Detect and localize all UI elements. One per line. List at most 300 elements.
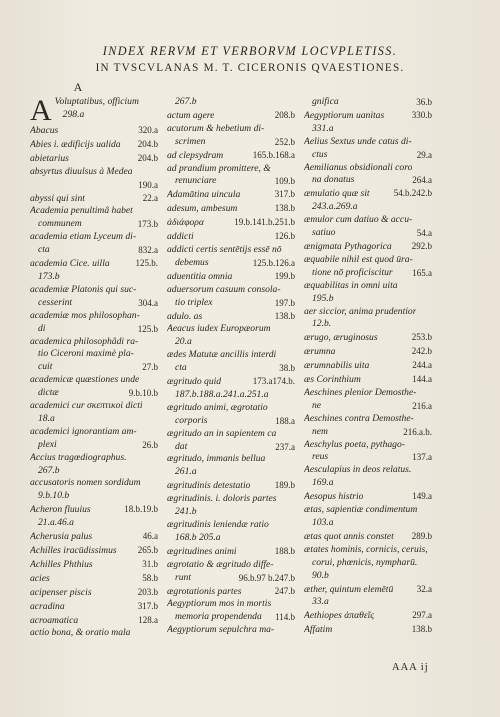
- page-ref: 199.b: [274, 270, 295, 281]
- entry-term: ænigmata Pythagorica: [304, 240, 392, 252]
- entry-term: ad clepsydram: [167, 149, 224, 161]
- index-entry: [30, 231, 158, 244]
- page-ref: 216.a.b.: [403, 426, 432, 437]
- index-entry: [304, 544, 432, 557]
- entry-term: di: [38, 322, 46, 334]
- entry-term: ægritudo an in sapientem ca: [167, 427, 277, 439]
- index-entry: [304, 318, 432, 331]
- page-ref: 264.a: [412, 175, 432, 186]
- entry-term: actum agere: [167, 109, 215, 121]
- index-entry: [167, 216, 295, 230]
- page-ref: 54.a: [416, 228, 432, 239]
- entry-term: tione nō proficiscitur: [312, 266, 393, 278]
- page-ref: 317.b: [274, 189, 295, 200]
- entry-term: academici ignorantiam am-: [30, 425, 137, 437]
- index-entry: [30, 400, 158, 413]
- index-entry: [304, 187, 432, 201]
- index-entry: [30, 284, 158, 297]
- entry-term: Adamātina uincula: [167, 189, 241, 201]
- index-entry: [167, 479, 295, 493]
- page-ref: 18.b.19.b: [124, 504, 158, 515]
- entry-term: scrimen: [175, 135, 206, 147]
- index-entry: [30, 124, 158, 138]
- index-entry: [167, 441, 295, 454]
- entry-term: ægritudines animi: [167, 545, 237, 557]
- index-entry: [167, 188, 295, 202]
- entry-term: Achilles iracūdissimus: [30, 545, 117, 556]
- index-entry: [167, 545, 295, 559]
- index-entry: [304, 596, 432, 609]
- page-ref: 38.b: [279, 363, 295, 374]
- index-entry: [30, 323, 158, 336]
- index-entry: [167, 284, 295, 297]
- page-ref: 173.b: [137, 219, 158, 230]
- page-ref: 330.b: [411, 109, 432, 120]
- index-entry: [304, 359, 432, 373]
- entry-term: ægritudinis. i. doloris partes: [167, 493, 277, 505]
- entry-term: academia Cice. uilla: [30, 258, 110, 270]
- index-entry: [167, 402, 295, 415]
- index-entry: [304, 400, 432, 413]
- index-entry: [304, 426, 432, 439]
- entry-term: Abies i. ædificijs ualida: [30, 138, 121, 150]
- index-entry: [30, 413, 158, 426]
- entry-term: addicti: [167, 231, 194, 243]
- index-entry: [167, 257, 295, 270]
- entry-term: Aeschines plenior Demosthe-: [304, 386, 417, 398]
- index-entry: [30, 544, 158, 558]
- index-entry: [30, 138, 158, 152]
- index-entry: [167, 336, 295, 349]
- entry-term: aduersorum casuum consola-: [167, 283, 281, 295]
- page-ref: 317.b: [137, 600, 158, 611]
- page-ref: 137.a: [412, 452, 432, 463]
- entry-term: 33.a: [312, 596, 329, 608]
- index-entry: [30, 627, 158, 640]
- entry-term: 90.b: [312, 569, 329, 581]
- entry-term: ad prandium promittere, &: [167, 162, 271, 174]
- page-ref: 138.b: [274, 310, 295, 321]
- page-ref: 29.a: [416, 149, 432, 160]
- index-entry: [304, 504, 432, 517]
- page-ref: 204.b: [137, 138, 158, 149]
- page-ref: 292.b: [411, 240, 432, 251]
- entry-term: Acherusia palus: [30, 531, 93, 543]
- index-entry: [30, 586, 158, 600]
- entry-term: dictæ: [38, 387, 59, 399]
- page-ref: 54.b.242.b: [393, 188, 432, 199]
- entry-term: ætas, sapientiæ condimentum: [304, 504, 418, 516]
- index-entry: [304, 174, 432, 187]
- running-header-subtitle: IN TVSCVLANAS M. T. CICERONIS QVAESTIONES.: [95, 62, 405, 74]
- index-entry: [30, 572, 158, 586]
- index-entry: [167, 611, 295, 624]
- index-entry: [30, 439, 158, 452]
- entry-term: ærugo, æruginosus: [304, 332, 378, 344]
- page-ref: 297.a: [412, 610, 432, 621]
- entry-term: 241.b: [175, 506, 197, 518]
- entry-term: ægritudinis leniendæ ratio: [167, 519, 269, 530]
- entry-term: 243.a.269.a: [312, 201, 358, 213]
- index-entry: [30, 152, 158, 166]
- index-entry: [304, 162, 432, 175]
- index-entry: [30, 374, 158, 387]
- page-ref: 128.a: [138, 614, 158, 625]
- index-entry: [30, 530, 158, 544]
- entry-term: aduentitia omnia: [167, 270, 233, 282]
- index-entry: [304, 609, 432, 623]
- page-ref: 237.a: [275, 441, 295, 452]
- entry-term: communem: [38, 218, 82, 230]
- index-entry: [167, 230, 295, 244]
- entry-term: reus: [312, 451, 329, 463]
- entry-term: acipenser piscis: [30, 586, 92, 598]
- entry-term: dat: [175, 440, 188, 452]
- first-entry-page: [55, 109, 158, 122]
- entry-term: academica philosophâdi ra-: [30, 335, 139, 347]
- index-entry: [167, 506, 295, 519]
- entry-term: 21.a.46.a: [38, 517, 74, 529]
- entry-term: ἀδιάφορα: [167, 217, 204, 229]
- entry-term: cta: [38, 244, 50, 256]
- page-ref: 46.a: [142, 531, 158, 542]
- index-entry: [167, 559, 295, 572]
- entry-term: 195.b: [312, 292, 334, 304]
- index-entry: [167, 297, 295, 310]
- index-entry: [304, 530, 432, 544]
- index-entry: [167, 519, 295, 532]
- page-ref: 832.a: [138, 245, 158, 256]
- entry-term: æmulor cum datiuo & accu-: [304, 214, 413, 226]
- running-header-title: INDEX RERVM ET VERBORVM LOCVPLETISS.: [102, 44, 398, 58]
- index-entry: [167, 349, 295, 362]
- entry-term: ægritudo animi, ægrotatio: [167, 401, 268, 413]
- entry-term: Aeschylus poeta, pythago-: [304, 438, 405, 450]
- entry-term: cesserint: [38, 296, 73, 308]
- entry-term: 261.a: [175, 466, 197, 478]
- page-ref: 58.b: [142, 572, 158, 583]
- page-ref: 27.b: [142, 362, 158, 373]
- index-entry: [30, 361, 158, 374]
- index-entry: [30, 614, 158, 628]
- index-entry: [304, 240, 432, 254]
- index-entry: [30, 490, 158, 503]
- entry-term: æmulatio quæ sit: [304, 188, 370, 200]
- entry-term: runt: [175, 571, 191, 583]
- index-entry: [30, 271, 158, 284]
- entry-term: Aegyptiorum mos in mortis: [167, 598, 272, 610]
- index-entry: [304, 254, 432, 267]
- entry-term: æquabile nihil est quod ūra-: [304, 253, 413, 265]
- index-entry: [304, 214, 432, 227]
- index-entry: [167, 453, 295, 466]
- entry-term: academiæ Platonis qui suc-: [30, 283, 137, 295]
- entry-term: corui, phœnicis, nympharū.: [312, 556, 418, 568]
- index-entry: [167, 109, 295, 123]
- entry-term: ne: [312, 399, 322, 411]
- entry-term: academicæ quæstiones unde: [30, 374, 140, 386]
- index-entry: [167, 244, 295, 257]
- index-entry: [30, 205, 158, 218]
- index-entry: [304, 557, 432, 570]
- entry-term: Aeschines contra Demosthe-: [304, 412, 414, 424]
- index-entry: [167, 532, 295, 545]
- page-ref: 265.b: [137, 545, 158, 555]
- index-entry: [304, 267, 432, 280]
- entry-term: 267.b: [175, 96, 197, 107]
- page-ref: 216.a: [412, 400, 432, 411]
- entry-term: Accius tragœdiographus.: [30, 451, 127, 463]
- entry-term: absyrtus diuulsus à Medea: [30, 165, 133, 177]
- index-entry: [167, 389, 295, 402]
- index-entry: [304, 201, 432, 214]
- page-ref: 9.b.10.b: [128, 388, 158, 399]
- entry-term: na donatus: [312, 174, 355, 186]
- page-ref: 32.a: [416, 583, 432, 594]
- entry-term: ctus: [312, 148, 328, 160]
- entry-term: ægritudo, immanis bellua: [167, 453, 266, 465]
- index-entry: [167, 428, 295, 441]
- entry-term: Affatim: [304, 624, 333, 636]
- entry-term: æther, quintum elemētū: [304, 583, 394, 595]
- index-entry: [304, 490, 432, 504]
- page-ref: 19.b.141.b.251.b: [234, 217, 295, 228]
- index-entry: [30, 192, 158, 206]
- index-entry: [304, 331, 432, 345]
- entry-term: debemus: [175, 256, 209, 268]
- entry-term: 103.a: [312, 517, 334, 528]
- index-entry: [167, 175, 295, 188]
- index-entry: [167, 123, 295, 136]
- entry-term: abietarius: [30, 152, 69, 164]
- entry-term: cuit: [38, 361, 53, 373]
- entry-term: aer siccior, anima prudentior: [304, 305, 417, 317]
- entry-term: adesum, ambesum: [167, 203, 238, 215]
- page-ref: 197.b: [274, 297, 295, 308]
- index-entry: [304, 227, 432, 240]
- entry-term: 169.a: [312, 477, 334, 489]
- page-ref: 252.b: [274, 136, 295, 147]
- entry-term: accusatoris nomen sordidum: [30, 477, 141, 489]
- entry-term: Aethiopes ἀπαθεῖς: [304, 610, 375, 622]
- entry-term: ægrotationis partes: [167, 585, 242, 597]
- page-ref: 138.b: [274, 203, 295, 214]
- entry-term: 9.b.10.b: [38, 490, 70, 502]
- page-ref: 189.b: [274, 480, 295, 491]
- index-entry: [304, 517, 432, 530]
- entry-term: Aesopus histrio: [304, 491, 364, 503]
- index-entry: [30, 166, 158, 179]
- index-entry: [30, 426, 158, 439]
- page-ref: 144.a: [412, 374, 432, 385]
- index-entry: [167, 202, 295, 216]
- index-entry: [30, 600, 158, 614]
- page-ref: 125.b.126.a: [252, 257, 295, 268]
- entry-term: abyssi qui sint: [30, 192, 85, 204]
- page-ref: 188.b: [274, 545, 295, 556]
- page-ref: 109.b: [274, 176, 295, 187]
- entry-term: renunciare: [175, 175, 217, 187]
- index-entry: [304, 451, 432, 464]
- index-entry: [304, 293, 432, 306]
- index-entry: [30, 310, 158, 323]
- entry-term: ætas quot annis constet: [304, 530, 394, 542]
- page-ref: 320.a: [138, 125, 158, 135]
- entry-term: corporis: [175, 414, 208, 426]
- entry-term: ærumna: [304, 346, 336, 358]
- entry-term: Aeacus iudex Europæorum: [167, 323, 271, 335]
- index-entry: [167, 585, 295, 599]
- index-column-3: [304, 96, 432, 637]
- index-entry: [167, 96, 295, 109]
- entry-term: Acheron fluuius: [30, 504, 91, 516]
- entry-term: 12.b.: [312, 318, 332, 330]
- page-ref: 22.a: [142, 192, 158, 203]
- entry-term: Aegyptiorum sepulchra ma-: [167, 624, 275, 636]
- index-entry: [167, 362, 295, 375]
- entry-term: 168.b 205.a: [175, 531, 221, 543]
- page-ref: 96.b.97 b.247.b: [238, 572, 295, 583]
- index-entry: [167, 149, 295, 163]
- entry-term: tio triplex: [175, 296, 213, 308]
- entry-term: 267.b: [38, 464, 60, 476]
- page-ref: 26.b: [142, 439, 158, 450]
- entry-term: ægrotatio & ægritudo diffe-: [167, 558, 274, 570]
- index-entry: [304, 306, 432, 319]
- entry-term: Achilles Phthius: [30, 558, 93, 570]
- page-ref: 126.b: [274, 231, 295, 242]
- page-ref: 31.b: [142, 558, 158, 569]
- index-entry: [30, 517, 158, 530]
- entry-term: nem: [312, 425, 328, 437]
- entry-term: æquabilitas in omni uita: [304, 279, 398, 291]
- page-ref: 165.b.168.a: [252, 149, 295, 160]
- index-entry: [30, 179, 158, 192]
- page-ref: 149.a: [412, 491, 432, 502]
- entry-term: ætates hominis, cornicis, ceruis,: [304, 543, 428, 555]
- page-ref: 173.a174.b.: [252, 376, 295, 387]
- page-ref: 190.a: [138, 179, 158, 190]
- index-entry: [167, 323, 295, 336]
- index-entry: [30, 297, 158, 310]
- index-entry: [30, 558, 158, 572]
- index-entry: [304, 477, 432, 490]
- index-column-2: [167, 96, 295, 637]
- index-entry: [304, 96, 432, 109]
- index-entry: [167, 598, 295, 611]
- index-entry: [167, 310, 295, 324]
- drop-capital: A: [30, 96, 52, 124]
- index-entry: [304, 570, 432, 583]
- index-entry: [304, 345, 432, 359]
- entry-term: acroamatica: [30, 614, 79, 626]
- page-ref: 289.b: [411, 530, 432, 541]
- entry-term: Aegyptiorum uanitas: [304, 109, 385, 121]
- entry-term: Aesculapius in deos relatus.: [304, 464, 412, 476]
- entry-term: ægritudinis detestatio: [167, 480, 251, 492]
- page-ref: 188.a: [275, 415, 295, 426]
- entry-term: acradina: [30, 600, 65, 612]
- index-entry: [304, 109, 432, 123]
- entry-term: 187.b.188.a.241.a.251.a: [175, 388, 269, 400]
- page-ref: 242.b: [411, 346, 432, 357]
- entry-term: addicti certis sentētijs essē nō: [167, 243, 282, 255]
- index-entry: [167, 136, 295, 149]
- entry-term: plexi: [38, 438, 57, 450]
- entry-term: academia etiam Lyceum di-: [30, 231, 137, 243]
- page-ref: 203.b: [137, 586, 158, 597]
- index-entry: [304, 280, 432, 293]
- index-entry: [167, 572, 295, 585]
- index-entry: [30, 452, 158, 465]
- index-entry: [167, 624, 295, 637]
- entry-term: memoria propendenda: [175, 611, 262, 623]
- index-entry: [304, 464, 432, 477]
- index-entry: [30, 218, 158, 231]
- index-entry: [304, 123, 432, 136]
- index-entry: [304, 439, 432, 452]
- entry-term: adulo. as: [167, 310, 203, 322]
- index-entry: [30, 244, 158, 257]
- index-entry: [167, 466, 295, 479]
- first-entry-text: Voluptatibus, officium: [54, 96, 139, 107]
- index-entry: [304, 149, 432, 162]
- index-entry: [30, 348, 158, 361]
- page-ref: 208.b: [274, 109, 295, 120]
- entry-term: ægritudo quid: [167, 376, 222, 388]
- entry-term: ædes Matutæ ancillis interdi: [167, 349, 277, 361]
- entry-term: 18.a: [38, 412, 55, 424]
- entry-term: æs Corinthium: [304, 374, 361, 386]
- index-entry: [167, 415, 295, 428]
- page-ref: 247.b: [274, 585, 295, 596]
- page-ref: 244.a: [412, 360, 432, 371]
- signature-mark: AAA ij: [392, 662, 429, 673]
- first-entry: [30, 96, 158, 124]
- entry-term: gnifica: [312, 96, 339, 107]
- index-entry: [304, 387, 432, 400]
- entry-term: ærumnabilis uita: [304, 360, 370, 372]
- index-entry: [30, 465, 158, 478]
- page-ref: 36.b: [416, 97, 432, 107]
- page-ref: 114.b: [275, 612, 295, 623]
- entry-term: academici cur σκεπτικοὶ dicti: [30, 400, 143, 412]
- index-entry: [304, 413, 432, 426]
- page-ref: 125.b.: [135, 258, 158, 269]
- entry-term: acutorum & hebetium di-: [167, 122, 265, 134]
- entry-term: cta: [175, 362, 187, 374]
- entry-term: Abacus: [30, 125, 59, 136]
- page-ref: 304.a: [138, 297, 158, 308]
- index-entry: [167, 493, 295, 506]
- entry-term: Aemilianus obsidionali coro: [304, 161, 413, 173]
- entry-term: tio Ciceroni maximè pla-: [38, 348, 134, 360]
- page-ref: 165.a: [412, 267, 432, 278]
- page-ref: 138.b: [411, 624, 432, 635]
- entry-term: Academia penultimâ habet: [30, 205, 133, 217]
- index-entry: [304, 583, 432, 597]
- index-entry: [167, 163, 295, 176]
- index-entry: [30, 336, 158, 349]
- index-entry: [30, 503, 158, 517]
- entry-term: 173.b: [38, 270, 60, 282]
- index-column-1: [30, 96, 158, 640]
- entry-term: acies: [30, 572, 50, 584]
- index-entry: [304, 136, 432, 149]
- index-entry: [304, 373, 432, 387]
- index-entry: [167, 375, 295, 389]
- index-entry: [30, 387, 158, 400]
